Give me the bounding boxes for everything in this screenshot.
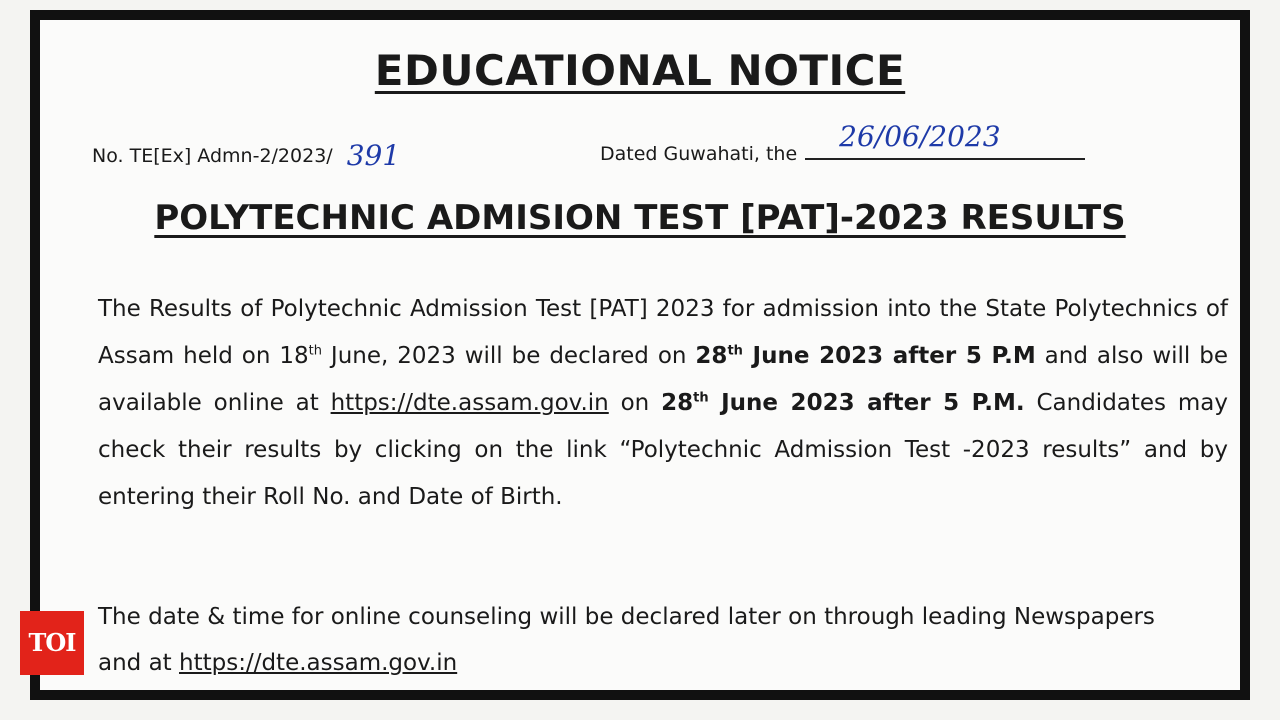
- p2-text: The date & time for online counseling will be declared later on through leading Newspapers and at: [98, 604, 1155, 676]
- dte-link-2[interactable]: https://dte.assam.gov.in: [179, 650, 458, 676]
- paragraph-counseling: [98, 594, 1160, 686]
- reference-number: [92, 136, 401, 172]
- notice-heading: EDUCATIONAL NOTICE: [374, 46, 906, 95]
- p1-text-5: Candidates may check their results by clicking on the link “Polytechnic Admission Test -2023 results” and by entering their Roll No. and Date of Birth.: [98, 390, 1228, 510]
- p1-bold-date-1: 28: [695, 343, 728, 369]
- dated-label: Dated Guwahati, the: [600, 143, 798, 165]
- notice-document: [30, 10, 1250, 700]
- reference-number-handwritten: 391: [346, 139, 401, 172]
- notice-title: POLYTECHNIC ADMISION TEST [PAT]-2023 RESULTS: [154, 198, 1126, 238]
- p1-bold-date-2-rest: June 2023 after 5 P.M.: [708, 390, 1025, 416]
- p1-sup-1: th: [308, 343, 322, 359]
- p1-text-1: The Results of Polytechnic Admission Test [PAT] 2023 for admission into the State Polytechnics of Assam held on 18: [98, 296, 1228, 369]
- dated-line: [600, 120, 1085, 165]
- paragraph-results: [98, 286, 1228, 521]
- toi-logo: TOI: [20, 611, 84, 675]
- date-handwritten: 26/06/2023: [839, 120, 1001, 153]
- reference-number-label: No. TE[Ex] Admn-2/2023/: [92, 145, 333, 167]
- date-underline: [805, 120, 1085, 160]
- p1-text-2: June, 2023 will be declared on: [321, 343, 696, 369]
- p1-bold-date-1-rest: June 2023 after 5 P.M: [742, 343, 1036, 369]
- p1-sup-3: th: [693, 390, 709, 406]
- p1-text-3: and also will be available online at: [98, 343, 1228, 416]
- p1-bold-date-2: 28: [661, 390, 694, 416]
- dte-link-1[interactable]: https://dte.assam.gov.in: [330, 390, 609, 416]
- p1-sup-2: th: [727, 343, 743, 359]
- p1-text-4: on: [608, 390, 662, 416]
